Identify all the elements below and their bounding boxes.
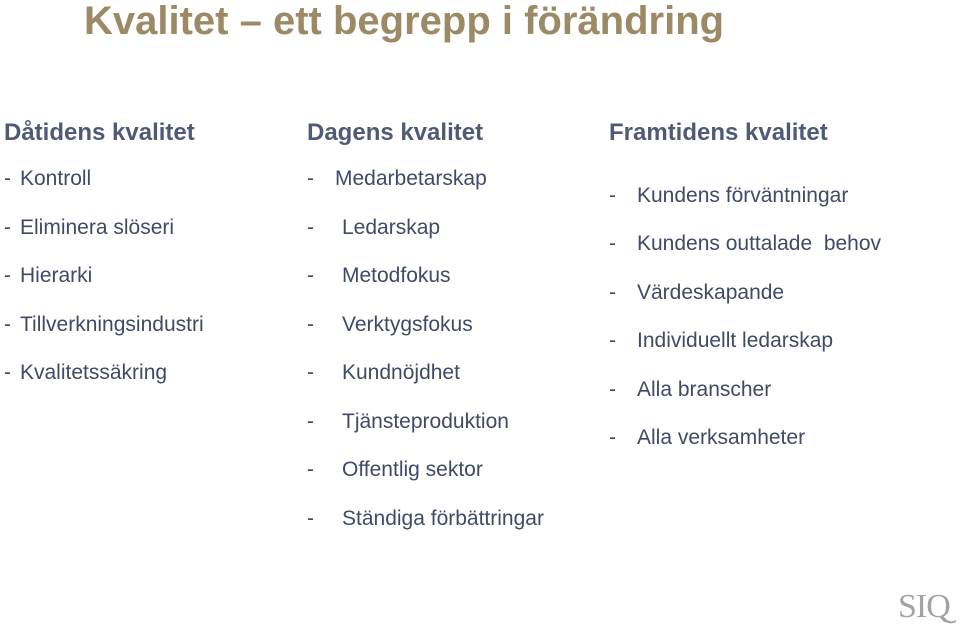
list-item — [307, 216, 544, 265]
list-item — [609, 232, 881, 280]
logo-text: SIQ — [898, 588, 950, 625]
bullet-list — [609, 184, 881, 474]
bullet-dash: - — [4, 312, 11, 336]
list-item-label: Kvalitetssäkring — [20, 361, 168, 385]
column-heading: Framtidens kvalitet — [609, 119, 828, 146]
bullet-dash: - — [307, 167, 314, 190]
list-item-label: Kundens förväntningar — [637, 184, 849, 207]
list-item — [609, 378, 881, 426]
bullet-dash: - — [609, 280, 616, 304]
bullet-dash: - — [307, 312, 314, 336]
list-item-label: Offentlig sektor — [342, 458, 483, 481]
list-item — [4, 313, 204, 362]
list-item-label: Ständiga förbättringar — [342, 506, 544, 530]
bullet-dash: - — [609, 232, 616, 256]
bullet-dash: - — [307, 215, 314, 239]
bullet-dash: - — [609, 377, 616, 401]
list-item-label: Kundnöjdhet — [342, 361, 460, 384]
list-item — [609, 184, 881, 232]
bullet-dash: - — [4, 167, 11, 190]
bullet-dash: - — [307, 361, 314, 384]
list-item-label: Medarbetarskap — [335, 167, 487, 190]
list-item-label: Kontroll — [20, 167, 92, 190]
list-item-label: Kundens outtalade behov — [637, 232, 882, 256]
list-item-label: Verktygsfokus — [342, 312, 473, 336]
bullet-dash: - — [4, 361, 11, 385]
bullet-dash: - — [4, 215, 11, 239]
bullet-dash: - — [609, 329, 616, 353]
list-item-label: Individuellt ledarskap — [637, 329, 834, 353]
list-item-label: Tjänsteproduktion — [342, 409, 509, 433]
list-item — [609, 426, 881, 474]
bullet-list — [307, 167, 544, 555]
bullet-dash: - — [307, 506, 314, 530]
list-item — [609, 329, 881, 377]
bullet-dash: - — [307, 264, 314, 287]
list-item-label: Alla verksamheter — [637, 425, 806, 449]
list-item — [609, 281, 881, 329]
siq-logo-icon — [898, 586, 956, 626]
list-item-label: Alla branscher — [637, 377, 772, 401]
column-heading: Dagens kvalitet — [307, 119, 484, 146]
slide-title: Kvalitet – ett begrepp i förändring — [84, 0, 725, 43]
list-item-label: Värdeskapande — [637, 280, 785, 304]
list-item-label: Hierarki — [20, 264, 93, 288]
bullet-dash: - — [609, 184, 616, 207]
list-item — [4, 167, 204, 216]
column-heading: Dåtidens kvalitet — [4, 119, 195, 146]
list-item-label: Tillverkningsindustri — [20, 312, 204, 336]
list-item — [4, 216, 204, 265]
bullet-dash: - — [609, 425, 616, 449]
list-item — [307, 410, 544, 459]
list-item — [307, 167, 544, 216]
list-item-label: Eliminera slöseri — [20, 215, 175, 239]
list-item — [307, 361, 544, 410]
list-item-label: Ledarskap — [342, 215, 441, 239]
list-item — [307, 313, 544, 362]
list-item — [4, 361, 204, 410]
bullet-dash: - — [307, 458, 314, 481]
list-item-label: Metodfokus — [342, 264, 451, 287]
list-item — [307, 264, 544, 313]
bullet-dash: - — [4, 264, 11, 288]
list-item — [307, 507, 544, 556]
list-item — [307, 458, 544, 507]
bullet-list — [4, 167, 204, 410]
list-item — [4, 264, 204, 313]
bullet-dash: - — [307, 409, 314, 433]
